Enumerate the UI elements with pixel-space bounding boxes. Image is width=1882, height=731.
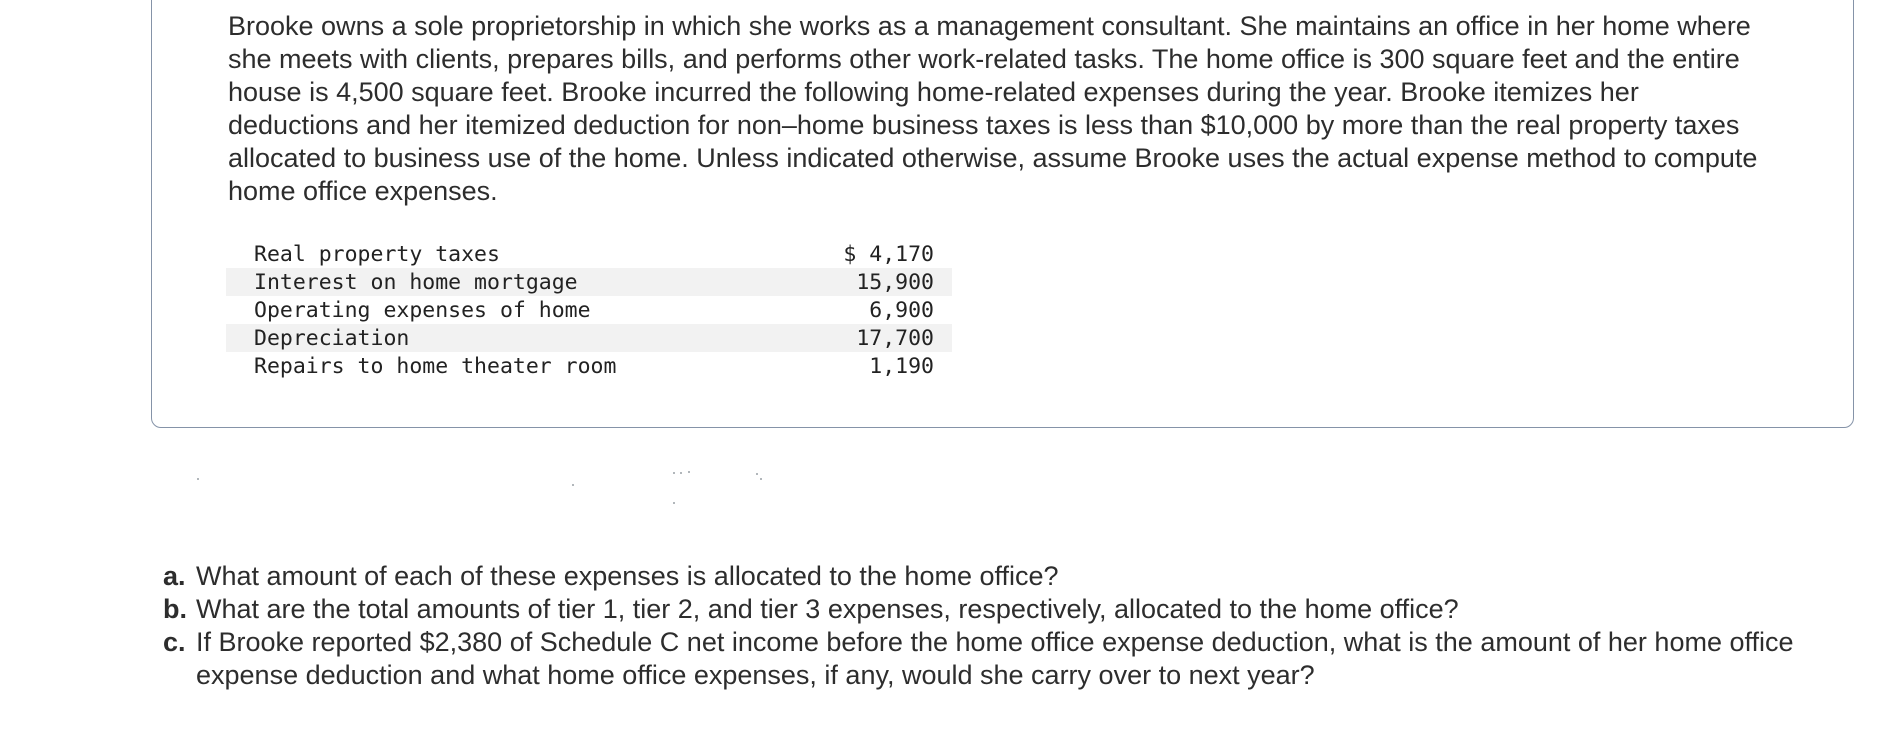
expense-label: Interest on home mortgage [226,268,794,296]
table-row [226,240,952,268]
expense-amount: 17,700 [794,324,952,352]
question-letter: a. [163,561,186,591]
problem-intro-text: Brooke owns a sole proprietorship in which she works as a management consultant. She maintains an office in her home where she meets with clients, prepares bills, and performs other work-related tasks. The home office is 300 square feet and the entire house is 4,500 square feet. Brooke incurred the following home-related expenses during the year. Brooke itemizes her deductions and her itemized deduction for non–home business taxes is less than $10,000 by more than the real property taxes allocated to business use of the home. Unless indicated otherwise, assume Brooke uses the actual expense method to compute home office expenses. [228,11,1758,206]
table-row [226,268,952,296]
artifact-speck [673,472,675,474]
expense-label: Operating expenses of home [254,297,591,323]
question-letter: c. [163,627,186,657]
expense-amount: 6,900 [869,297,934,323]
expense-label: Repairs to home theater room [254,353,617,379]
question-list [163,560,1863,692]
table-row [226,352,952,380]
table-row [226,324,952,352]
artifact-speck [197,478,199,480]
artifact-speck [760,478,762,480]
question-letter: b. [163,594,187,624]
artifact-speck [756,473,758,475]
expense-table [226,240,952,380]
expense-label: Real property taxes [254,241,500,267]
question-item [163,593,1863,626]
expense-label: Depreciation [226,324,794,352]
expense-amount: $ 4,170 [843,241,934,267]
artifact-speck [680,472,682,474]
table-row [226,296,952,324]
artifact-speck [572,484,574,486]
question-item [163,626,1863,692]
question-text: What are the total amounts of tier 1, tier 2, and tier 3 expenses, respectively, allocated to the home office? [196,594,1459,624]
artifact-speck [688,471,690,473]
expense-amount: 15,900 [794,268,952,296]
expense-amount: 1,190 [869,353,934,379]
question-text: If Brooke reported $2,380 of Schedule C net income before the home office expense deduction, what is the amount of her home office expense deduction and what home office expenses, if any, would she carry over to next year? [196,627,1794,690]
question-text: What amount of each of these expenses is allocated to the home office? [196,561,1059,591]
question-item [163,560,1863,593]
artifact-speck [673,502,675,504]
